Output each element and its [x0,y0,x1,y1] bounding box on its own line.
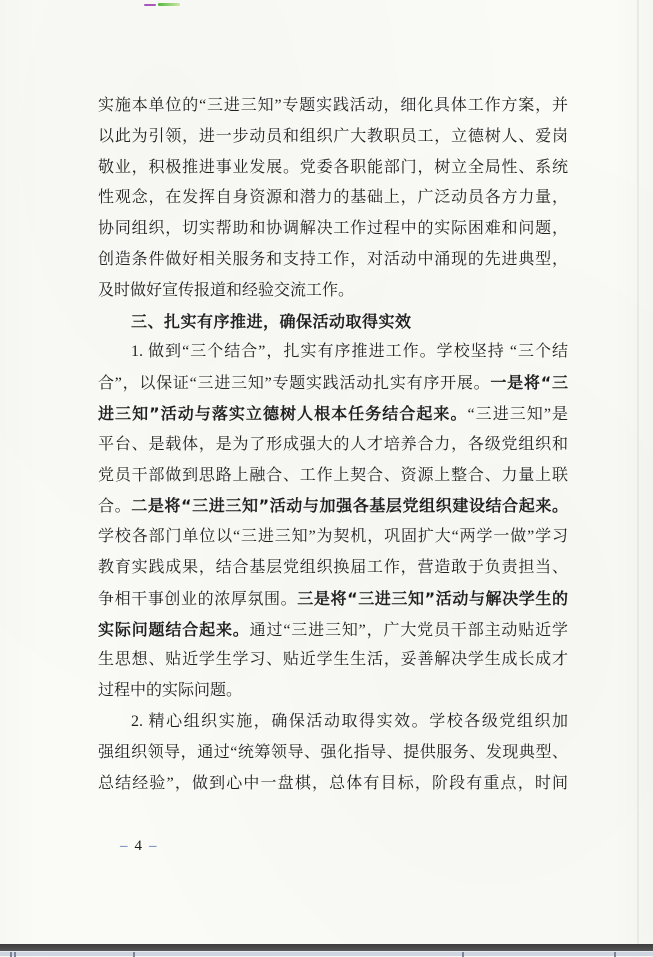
text-run: 生思想、贴近学生学习、贴近学生生活，妥善解决学生成长成才 [98,651,568,669]
text-run-emphasis: 实际问题结合起来。 [98,619,250,639]
text-run: 党员干部做到思路上融合、工作上契合、资源上整合、力量上联 [98,466,568,484]
text-line [98,122,568,153]
scan-artifact-green-dash [158,3,180,6]
text-run: 性观念，在发挥自身资源和潜力的基础上，广泛动员各方力量， [98,189,568,207]
text-line [98,738,568,769]
text-run: 教育实践成果，结合基层党组织换届工作，营造敢于负责担当、 [98,558,568,576]
text-line [98,645,568,676]
text-run: 及时做好宣传报道和经验交流工作。 [98,281,355,299]
paper-edge-shadow [637,0,639,944]
text-line [98,615,568,646]
scan-artifact-purple-dash [144,4,156,6]
page-number-value: 4 [134,838,142,854]
text-line [98,276,568,307]
heading-text: 三、扎实有序推进，确保活动取得实效 [131,311,412,331]
section-heading [98,307,568,338]
text-line [98,153,568,184]
text-run: 实施本单位的“三进三知”专题实践活动，细化具体工作方案，并 [98,97,568,114]
text-line [98,676,568,707]
text-line [98,461,568,492]
text-run: “三进三知”是 [467,405,568,423]
text-line [98,337,568,368]
text-line [98,430,568,461]
window-edge-divider [14,952,16,957]
text-run: 合”，以保证“三进三知”专题实践活动扎实有序开展。 [98,375,491,393]
text-run: 争相干事创业的浓厚氛围。 [98,590,298,608]
text-line [98,399,568,430]
text-line [98,183,568,214]
text-run: 2. 精心组织实施，确保活动取得实效。学校各级党组织加 [131,712,568,730]
window-edge-divider [10,952,12,957]
text-line [98,245,568,276]
page-number-dash-right: – [149,838,157,854]
text-run: 创造条件做好相关服务和支持工作，对活动中涌现的先进典型， [98,250,568,268]
text-run: 1. 做到“三个结合”，扎实有序推进工作。学校坚持 “三个结 [131,343,568,361]
page-number-dash-left: – [120,838,128,854]
text-line [98,214,568,245]
text-line [98,522,568,553]
text-run-emphasis: 进三知”活动与落实立德树人根本任务结合起来。 [98,403,468,423]
text-run: 敬业，积极推进事业发展。党委各职能部门，树立全局性、系统 [98,158,568,176]
text-run: 平台、是载体，是为了形成强大的人才培养合力，各级党组织和 [98,435,568,453]
text-line [98,368,568,399]
text-line [98,769,568,800]
text-run-emphasis: 三是将“三进三知”活动与解决学生的 [297,588,568,608]
text-line [98,91,568,122]
text-run: 协同组织，切实帮助和协调解决工作过程中的实际困难和问题， [98,220,568,238]
bottom-window-edge[interactable] [0,951,653,956]
document-text-block [98,91,568,799]
text-run: 学校各部门单位以“三进三知”为契机，巩固扩大“两学一做”学习 [98,528,568,546]
text-run: 强组织领导，通过“统筹领导、强化指导、提供服务、发现典型、 [98,743,568,761]
text-run-emphasis: 一是将“三 [490,373,568,393]
window-edge-divider [133,952,135,957]
text-run: 过程中的实际问题。 [98,682,243,700]
bottom-dark-bar [0,944,653,951]
text-line [98,491,568,522]
text-line [98,584,568,615]
text-line [98,553,568,584]
text-run-emphasis: 二是将“三进三知”活动与加强各基层党组织建设结合起来。 [131,496,568,516]
text-run: 合。 [98,498,132,516]
text-line [98,707,568,738]
page-number [120,837,157,855]
text-run: 总结经验”，做到心中一盘棋，总体有目标，阶段有重点，时间 [98,774,568,792]
window-edge-divider [462,952,464,957]
text-run: 通过“三进三知”，广大党员干部主动贴近学 [249,621,568,639]
window-edge-divider [614,952,616,957]
text-run: 以此为引领，进一步动员和组织广大教职员工，立德树人、爱岗 [98,127,568,145]
